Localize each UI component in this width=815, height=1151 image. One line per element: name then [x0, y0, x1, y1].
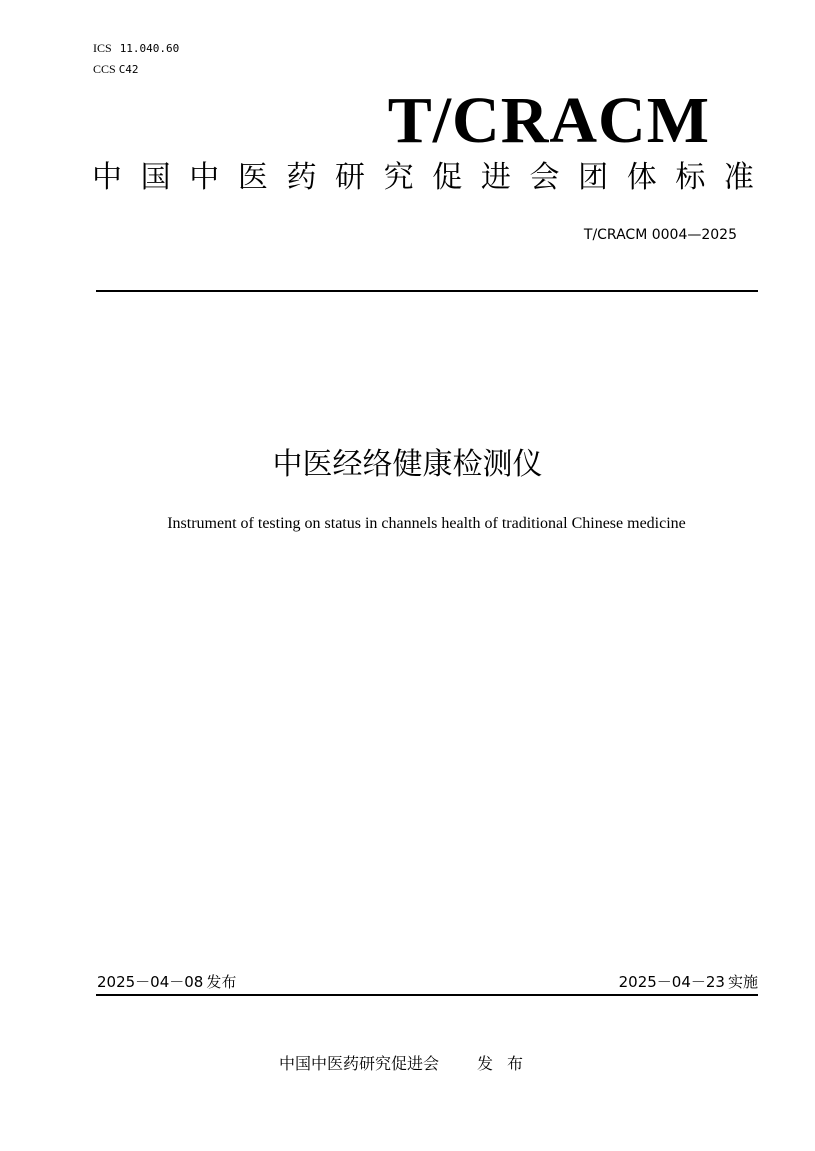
- standard-brand-mark: T/CRACM: [387, 84, 710, 157]
- implement-label: 实施: [727, 973, 758, 991]
- org-title-char: 标: [675, 160, 706, 195]
- implement-date: 2025－04－23: [618, 973, 725, 991]
- publisher-name: 中国中医药研究促进会: [279, 1054, 440, 1073]
- org-title-char: 团: [578, 160, 609, 195]
- org-title-char: 医: [237, 160, 268, 195]
- ics-value: 11.040.60: [119, 42, 180, 55]
- org-title-char: 药: [286, 160, 317, 195]
- org-title-char: 国: [140, 160, 171, 195]
- ics-code: [93, 41, 179, 56]
- org-title-char: 研: [335, 160, 366, 195]
- footer-divider: [96, 994, 758, 996]
- publisher-action: 发布: [477, 1054, 538, 1073]
- ccs-label: CCS: [93, 62, 116, 76]
- org-title-char: 促: [432, 160, 463, 195]
- implement-date-line: [619, 972, 758, 992]
- standard-number: T/CRACM 0004—2025: [583, 227, 737, 243]
- organization-standard-title: [90, 158, 756, 198]
- org-title-char: 准: [723, 160, 754, 195]
- publish-date-line: [97, 972, 236, 992]
- ics-label: ICS: [93, 41, 112, 55]
- publish-date: 2025－04－08: [97, 973, 204, 991]
- ccs-code: [93, 62, 139, 77]
- publish-label: 发布: [206, 973, 237, 991]
- publisher-line: [279, 1053, 537, 1075]
- org-title-char: 进: [480, 160, 511, 195]
- org-title-char: 体: [626, 160, 657, 195]
- document-subtitle-english: Instrument of testing on status in channels health of traditional Chinese medicine: [167, 515, 686, 532]
- document-title: 中医经络健康检测仪: [272, 447, 543, 482]
- org-title-char: 会: [529, 160, 560, 195]
- header-divider: [96, 290, 758, 292]
- org-title-char: 中: [92, 160, 122, 195]
- org-title-char: 究: [383, 160, 414, 195]
- org-title-char: 中: [189, 160, 220, 195]
- ccs-value: C42: [118, 63, 139, 76]
